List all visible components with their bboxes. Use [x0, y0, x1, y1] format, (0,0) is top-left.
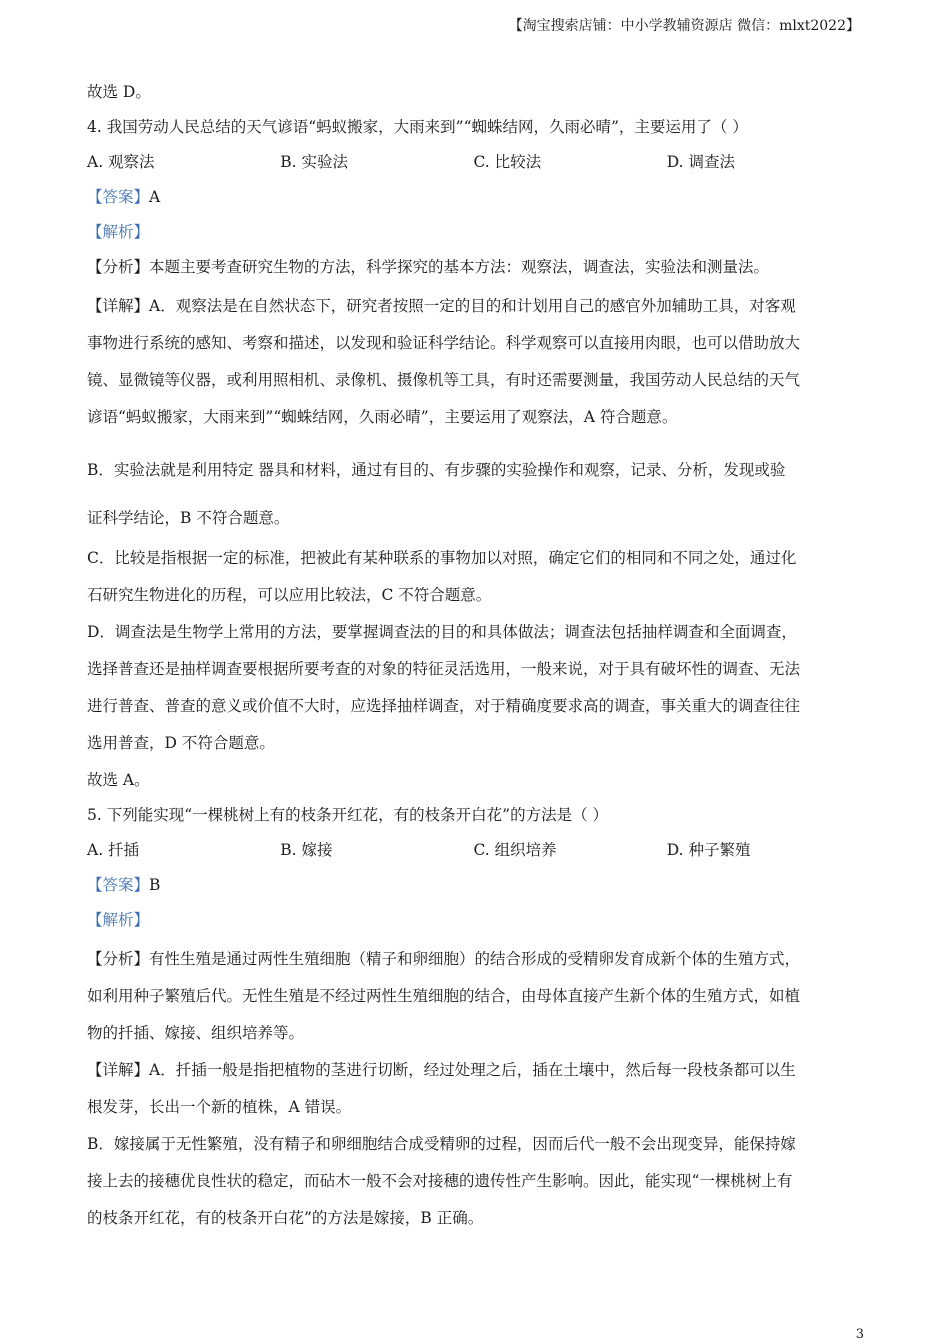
q5-detail-b [87, 1126, 860, 1237]
q4-detail-d-line-1: D．调查法是生物学上常用的方法，要掌握调查法的目的和具体做法；调查法包括抽样调查和全面调查， [87, 623, 797, 641]
q5-option-d: D. 种子繁殖 [666, 841, 751, 859]
q5-question: 5. 下列能实现“一棵桃树上有的枝条开红花，有的枝条开白花”的方法是（ ） [87, 806, 608, 824]
q4-question: 4. 我国劳动人民总结的天气谚语“蚂蚁搬家，大雨来到”“蜘蛛结网，久雨必晴”，主要运用了（ ） [87, 118, 748, 136]
q4-detail-d-line-3: 进行普查、普查的意义或价值不大时，应选择抽样调查，对于精确度要求高的调查，事关重大的调查往往 [87, 697, 801, 715]
q4-answer-value: A [149, 188, 161, 206]
q5-detail-a-line-1: A．扦插一般是指把植物的茎进行切断，经过处理之后，插在土壤中，然后每一段枝条都可以生 [149, 1061, 796, 1079]
q4-options [87, 148, 860, 176]
q5-answer-tag: 【答案】 [87, 876, 150, 894]
q5-detail-b-line-3: 的枝条开红花，有的枝条开白花”的方法是嫁接，B 正确。 [87, 1209, 484, 1227]
q5-fenxi-line-1: 有性生殖是通过两性生殖细胞（精子和卵细胞）的结合形成的受精卵发育成新个体的生殖方式， [149, 950, 801, 968]
q4-detail-d-line-2: 选择普查还是抽样调查要根据所要考查的对象的特征灵活选用，一般来说，对于具有破坏性的调查、无法 [87, 660, 801, 678]
q5-detail [87, 1052, 860, 1126]
q4-analysis-tag: 【解析】 [87, 223, 150, 241]
q4-option-c: C. 比较法 [473, 153, 542, 171]
q4-option-a: A. 观察法 [87, 153, 155, 171]
q5-answer [87, 871, 860, 899]
q4-detail-c [87, 540, 860, 614]
q4-detail-b-line-2: 证科学结论，B 不符合题意。 [87, 509, 290, 527]
q5-detail-b-line-2: 接上去的接穗优良性状的稳定，而砧木一般不会对接穗的遗传性产生影响。因此，能实现“一棵桃树上有 [87, 1172, 793, 1190]
q4-detail-a-line-3: 镜、显微镜等仪器，或利用照相机、录像机、摄像机等工具，有时还需要测量，我国劳动人民总结的天气 [87, 371, 801, 389]
q4-detail-tag: 【详解】 [87, 297, 150, 315]
q5-option-c: C. 组织培养 [473, 841, 557, 859]
q5-detail-b-line-1: B．嫁接属于无性繁殖，没有精子和卵细胞结合成受精卵的过程，因而后代一般不会出现变异，能保持嫁 [87, 1135, 796, 1153]
q4-option-b: B. 实验法 [280, 153, 348, 171]
q5-option-a: A. 扦插 [87, 841, 140, 859]
q5-fenxi-line-3: 物的扦插、嫁接、组织培养等。 [87, 1024, 305, 1042]
q4-detail-b [87, 456, 860, 532]
q4-conclusion: 故选 A。 [87, 771, 150, 789]
q4-detail-a-line-4: 谚语“蚂蚁搬家，大雨来到”“蜘蛛结网，久雨必晴”，主要运用了观察法，A 符合题意。 [87, 408, 678, 426]
q5-answer-value: B [149, 876, 161, 894]
q5-detail-a-line-2: 根发芽，长出一个新的植株，A 错误。 [87, 1098, 352, 1116]
q5-fenxi [87, 941, 860, 1052]
q4-fenxi-tag: 【分析】 [87, 258, 150, 276]
q5-option-b: B. 嫁接 [280, 841, 333, 859]
document-body [87, 78, 860, 1237]
q4-detail-b-line-1: B．实验法就是利用特定 器具和材料，通过有目的、有步骤的实验操作和观察，记录、分析，发现或验 [87, 461, 786, 479]
q4-detail-c-line-2: 石研究生物进化的历程，可以应用比较法，C 不符合题意。 [87, 586, 492, 604]
header-watermark-note: 【淘宝搜索店铺：中小学教辅资源店 微信：mlxt2022】 [508, 18, 860, 34]
q4-detail-d [87, 614, 860, 762]
q4-detail-d-line-4: 选用普查，D 不符合题意。 [87, 734, 275, 752]
page-number: 3 [855, 1327, 864, 1342]
q4-detail-a-line-1: A．观察法是在自然状态下，研究者按照一定的目的和计划用自己的感官外加辅助工具，对客观 [149, 297, 796, 315]
q5-fenxi-tag: 【分析】 [87, 950, 150, 968]
q5-fenxi-line-2: 如利用种子繁殖后代。无性生殖是不经过两性生殖细胞的结合，由母体直接产生新个体的生殖方式，如植 [87, 987, 801, 1005]
q4-fenxi [87, 253, 860, 281]
q4-detail [87, 288, 860, 436]
q4-answer [87, 183, 860, 211]
q4-answer-tag: 【答案】 [87, 188, 150, 206]
q4-detail-a-line-2: 事物进行系统的感知、考察和描述，以发现和验证科学结论。科学观察可以直接用肉眼，也可以借助放大 [87, 334, 801, 352]
q5-options [87, 836, 860, 864]
q4-detail-c-line-1: C．比较是指根据一定的标准，把被此有某种联系的事物加以对照，确定它们的相同和不同之处，通过化 [87, 549, 797, 567]
q4-option-d: D. 调查法 [666, 153, 735, 171]
q5-analysis-tag: 【解析】 [87, 911, 150, 929]
q5-detail-tag: 【详解】 [87, 1061, 150, 1079]
prev-conclusion: 故选 D。 [87, 83, 151, 101]
q4-fenxi-text: 本题主要考查研究生物的方法，科学探究的基本方法：观察法，调查法，实验法和测量法。 [149, 258, 770, 276]
